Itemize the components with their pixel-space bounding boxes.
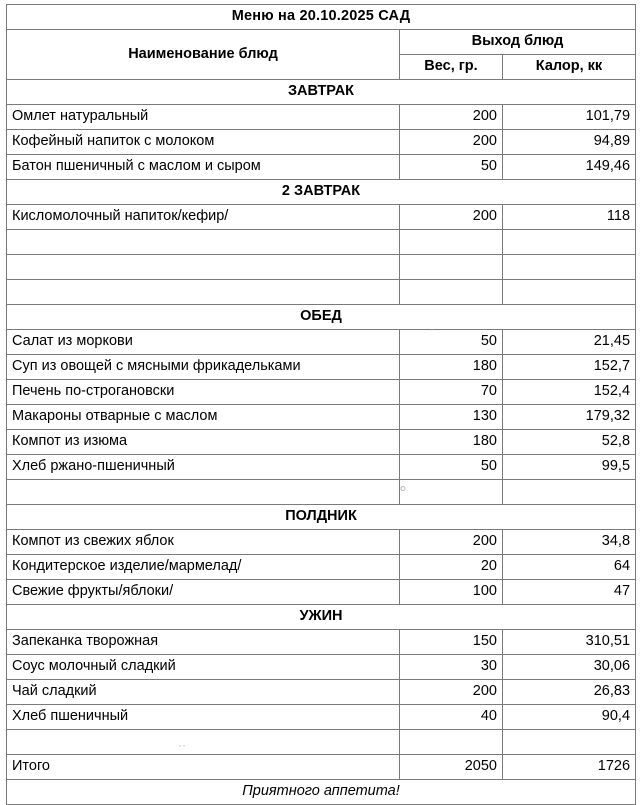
table-row-empty xyxy=(7,230,636,255)
dish-weight xyxy=(400,230,503,255)
dish-name: Хлеб пшеничный xyxy=(7,705,400,730)
dish-calories: 94,89 xyxy=(503,130,636,155)
section-title: ПОЛДНИК xyxy=(7,505,636,530)
table-row xyxy=(7,630,636,655)
table-row xyxy=(7,530,636,555)
table-row xyxy=(7,555,636,580)
table-row xyxy=(7,430,636,455)
dish-name: Печень по-строгановски xyxy=(7,380,400,405)
dish-name: Омлет натуральный xyxy=(7,105,400,130)
dish-weight: 200 xyxy=(400,680,503,705)
footer-row xyxy=(7,780,636,805)
dish-calories: 52,8 xyxy=(503,430,636,455)
dish-weight: 50 xyxy=(400,155,503,180)
dish-name: Макароны отварные с маслом xyxy=(7,405,400,430)
dish-name xyxy=(7,280,400,305)
dish-name: Кофейный напиток с молоком xyxy=(7,130,400,155)
table-row-empty xyxy=(7,480,636,505)
dish-calories: 101,79 xyxy=(503,105,636,130)
dish-name: Компот из свежих яблок xyxy=(7,530,400,555)
total-calories: 1726 xyxy=(503,755,636,780)
dish-weight: 200 xyxy=(400,205,503,230)
dish-weight: 20 xyxy=(400,555,503,580)
table-row-empty xyxy=(7,255,636,280)
dish-weight: 40 xyxy=(400,705,503,730)
section-title: 2 ЗАВТРАК xyxy=(7,180,636,205)
menu-table-body xyxy=(7,5,636,805)
title-row xyxy=(7,5,636,30)
table-row xyxy=(7,405,636,430)
dish-weight: 150 xyxy=(400,630,503,655)
dish-name xyxy=(7,730,400,755)
dish-weight: 180 xyxy=(400,355,503,380)
section-header-row xyxy=(7,305,636,330)
section-header-row xyxy=(7,505,636,530)
table-row xyxy=(7,680,636,705)
dish-name: Соус молочный сладкий xyxy=(7,655,400,680)
column-header-calories: Калор, кк xyxy=(503,55,636,80)
paper-smudge-mark: · xyxy=(430,322,434,336)
dish-weight: 200 xyxy=(400,530,503,555)
dish-calories: 310,51 xyxy=(503,630,636,655)
dish-name: Запеканка творожная xyxy=(7,630,400,655)
dish-calories xyxy=(503,480,636,505)
table-row xyxy=(7,705,636,730)
section-title: УЖИН xyxy=(7,605,636,630)
dish-name: Салат из моркови xyxy=(7,330,400,355)
dish-weight xyxy=(400,730,503,755)
section-header-row xyxy=(7,180,636,205)
section-header-row xyxy=(7,605,636,630)
paper-smudge-mark: ∘ xyxy=(398,480,409,497)
dish-weight: 200 xyxy=(400,105,503,130)
total-row xyxy=(7,755,636,780)
dish-calories xyxy=(503,255,636,280)
dish-calories xyxy=(503,280,636,305)
dish-calories: 34,8 xyxy=(503,530,636,555)
column-header-output-group: Выход блюд xyxy=(400,30,636,55)
dish-calories xyxy=(503,730,636,755)
table-row xyxy=(7,130,636,155)
dish-name: Компот из изюма xyxy=(7,430,400,455)
column-header-weight: Вес, гр. xyxy=(400,55,503,80)
dish-weight xyxy=(400,480,503,505)
dish-name: Батон пшеничный с маслом и сыром xyxy=(7,155,400,180)
dish-calories: 99,5 xyxy=(503,455,636,480)
dish-weight: 70 xyxy=(400,380,503,405)
dish-calories: 179,32 xyxy=(503,405,636,430)
column-header-name: Наименование блюд xyxy=(7,30,400,80)
dish-weight: 180 xyxy=(400,430,503,455)
table-row xyxy=(7,205,636,230)
dish-weight: 50 xyxy=(400,455,503,480)
section-header-row xyxy=(7,80,636,105)
dish-name: Кисломолочный напиток/кефир/ xyxy=(7,205,400,230)
dish-calories: 152,4 xyxy=(503,380,636,405)
dish-name xyxy=(7,230,400,255)
menu-table xyxy=(6,4,636,805)
dish-calories: 118 xyxy=(503,205,636,230)
dish-weight: 130 xyxy=(400,405,503,430)
section-title: ЗАВТРАК xyxy=(7,80,636,105)
table-row-empty xyxy=(7,730,636,755)
dish-weight xyxy=(400,255,503,280)
dish-weight: 30 xyxy=(400,655,503,680)
dish-name: Хлеб ржано-пшеничный xyxy=(7,455,400,480)
dish-calories: 26,83 xyxy=(503,680,636,705)
dish-name: Кондитерское изделие/мармелад/ xyxy=(7,555,400,580)
header-row-1 xyxy=(7,30,636,55)
table-row xyxy=(7,105,636,130)
dish-calories: 30,06 xyxy=(503,655,636,680)
table-row-empty xyxy=(7,280,636,305)
dish-name: Свежие фрукты/яблоки/ xyxy=(7,580,400,605)
dish-weight: 100 xyxy=(400,580,503,605)
table-row xyxy=(7,355,636,380)
dish-calories: 149,46 xyxy=(503,155,636,180)
total-label: Итого xyxy=(7,755,400,780)
dish-calories xyxy=(503,230,636,255)
dish-calories: 90,4 xyxy=(503,705,636,730)
dish-weight xyxy=(400,280,503,305)
dish-calories: 47 xyxy=(503,580,636,605)
dish-name xyxy=(7,480,400,505)
table-row xyxy=(7,155,636,180)
dish-calories: 152,7 xyxy=(503,355,636,380)
dish-name xyxy=(7,255,400,280)
table-row xyxy=(7,330,636,355)
section-title: ОБЕД xyxy=(7,305,636,330)
page-title: Меню на 20.10.2025 САД xyxy=(7,5,636,30)
table-row xyxy=(7,380,636,405)
total-weight: 2050 xyxy=(400,755,503,780)
dish-name: Суп из овощей с мясными фрикадельками xyxy=(7,355,400,380)
dish-calories: 21,45 xyxy=(503,330,636,355)
dish-calories: 64 xyxy=(503,555,636,580)
table-row xyxy=(7,580,636,605)
paper-smudge-mark: ·· xyxy=(178,738,186,752)
footer-note: Приятного аппетита! xyxy=(7,780,636,805)
dish-name: Чай сладкий xyxy=(7,680,400,705)
dish-weight: 50 xyxy=(400,330,503,355)
dish-weight: 200 xyxy=(400,130,503,155)
table-row xyxy=(7,455,636,480)
table-row xyxy=(7,655,636,680)
